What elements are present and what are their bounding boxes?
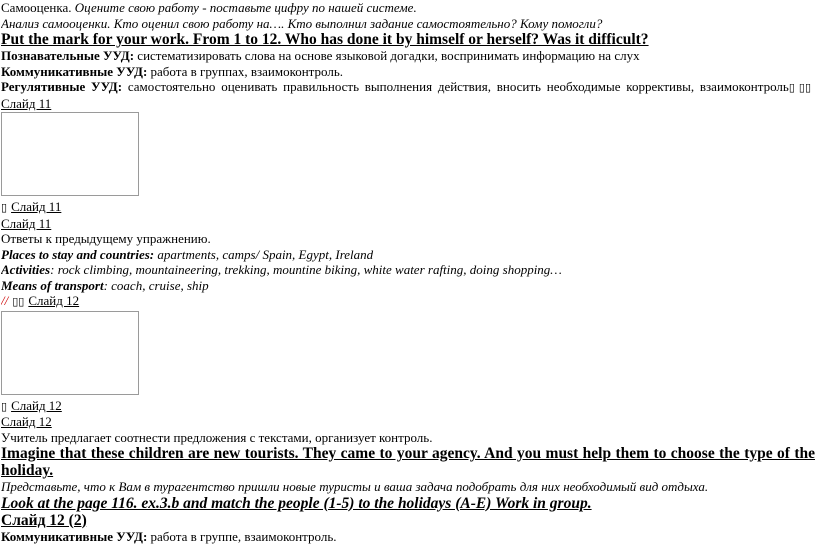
communicative-uud-group-line: Коммуникативные УУД: работа в группе, взаимоконтроль. bbox=[1, 529, 815, 544]
imagine-russian: Представьте, что к Вам в турагентство пришли новые туристы и ваша задача подобрать для них необходимый вид отдыха. bbox=[1, 479, 815, 495]
missing-glyph-icon: ▯ bbox=[799, 81, 805, 94]
slide-12-link-line bbox=[1, 293, 815, 310]
activities-line: Activities: rock climbing, mountaineering, trekking, mountine biking, white water rafting, doing shopping… bbox=[1, 262, 815, 278]
transport-line: Means of transport: coach, cruise, ship bbox=[1, 278, 815, 294]
regulatory-uud-line: Регулятивные УУД: самостоятельно оценивать правильность выполнения действия, вносить необходимые коррективы, взаимоконтроль▯ ▯▯Слайд 11 bbox=[1, 79, 815, 111]
slide-12-link[interactable]: Слайд 12 bbox=[28, 293, 79, 308]
missing-glyph-icon: ▯ bbox=[789, 81, 795, 94]
slide-12-caption-line bbox=[1, 398, 815, 415]
missing-glyph-icon: ▯ bbox=[1, 201, 7, 214]
missing-glyph-icon: ▯ bbox=[805, 81, 811, 94]
self-assessment-label: Самооценка. bbox=[1, 0, 75, 15]
slide-12-link[interactable]: Слайд 12 bbox=[11, 398, 62, 413]
imagine-heading: Imagine that these children are new tourists. They came to your agency. And you must help them to choose the type of the holiday. bbox=[1, 445, 815, 479]
slide-12-image-placeholder bbox=[1, 311, 139, 395]
put-mark-heading: Put the mark for your work. From 1 to 12. Who has done it by himself or herself? Was it difficult? bbox=[1, 31, 815, 48]
self-assessment-line bbox=[1, 0, 815, 16]
missing-glyph-icon: ▯ bbox=[12, 295, 18, 308]
slide-11-link[interactable]: Слайд 11 bbox=[11, 199, 61, 214]
analysis-line: Анализ самооценки. Кто оценил свою работу на…. Кто выполнил задание самостоятельно? Кому помогли? bbox=[1, 16, 815, 32]
answers-intro: Ответы к предыдущему упражнению. bbox=[1, 231, 815, 247]
slide-11-image-placeholder bbox=[1, 112, 139, 196]
slide-11-link[interactable]: Слайд 11 bbox=[1, 216, 815, 232]
missing-glyph-icon: ▯ bbox=[1, 400, 7, 413]
self-assessment-text: Оцените свою работу - поставьте цифру по нашей системе. bbox=[75, 0, 417, 15]
cognitive-uud-line: Познавательные УУД: систематизировать слова на основе языковой догадки, воспринимать информацию на слух bbox=[1, 48, 815, 64]
look-at-heading: Look at the page 116. ex.3.b and match the people (1-5) to the holidays (A-E) Work in group. bbox=[1, 495, 815, 512]
missing-glyph-icon: ▯ bbox=[18, 295, 24, 308]
teacher-instruction: Учитель предлагает соотнести предложения с текстами, организует контроль. bbox=[1, 430, 815, 446]
slide-11-caption-line bbox=[1, 199, 815, 216]
slide-12-2-heading: Слайд 12 (2) bbox=[1, 512, 815, 529]
red-slashes-icon: // bbox=[1, 293, 8, 308]
places-line: Places to stay and countries: apartments, camps/ Spain, Egypt, Ireland bbox=[1, 247, 815, 263]
slide-12-link[interactable]: Слайд 12 bbox=[1, 414, 815, 430]
communicative-uud-line: Коммуникативные УУД: работа в группах, взаимоконтроль. bbox=[1, 64, 815, 80]
slide-11-link[interactable]: Слайд 11 bbox=[1, 96, 51, 111]
